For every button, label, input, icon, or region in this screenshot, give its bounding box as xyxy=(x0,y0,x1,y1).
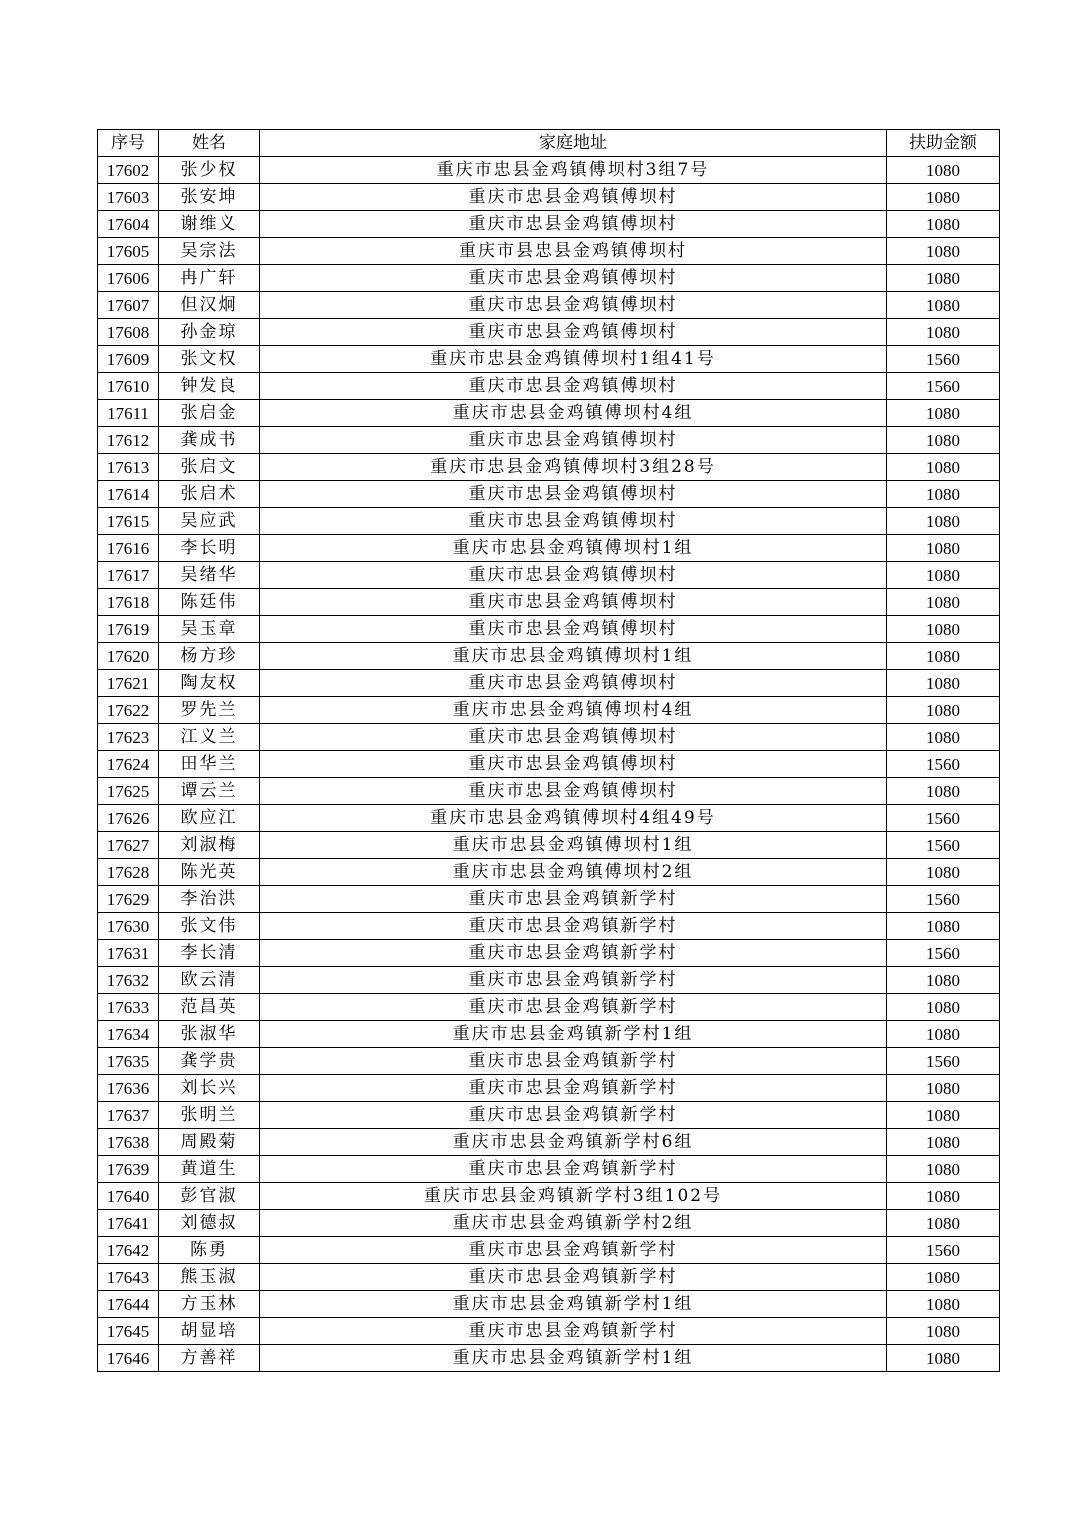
cell-address: 重庆市忠县金鸡镇傅坝村 xyxy=(260,211,887,238)
cell-seq: 17605 xyxy=(98,238,159,265)
cell-amount: 1080 xyxy=(887,211,1000,238)
cell-seq: 17626 xyxy=(98,805,159,832)
table-row xyxy=(98,184,1000,211)
cell-seq: 17606 xyxy=(98,265,159,292)
table-row xyxy=(98,1318,1000,1345)
cell-seq: 17644 xyxy=(98,1291,159,1318)
cell-address: 重庆市忠县金鸡镇傅坝村2组 xyxy=(260,859,887,886)
cell-address: 重庆市忠县金鸡镇傅坝村4组 xyxy=(260,400,887,427)
cell-address: 重庆市忠县金鸡镇新学村 xyxy=(260,1318,887,1345)
cell-name: 陶友权 xyxy=(159,670,260,697)
cell-amount: 1080 xyxy=(887,1210,1000,1237)
cell-name: 陈光英 xyxy=(159,859,260,886)
table-row xyxy=(98,1129,1000,1156)
cell-name: 李长清 xyxy=(159,940,260,967)
cell-seq: 17643 xyxy=(98,1264,159,1291)
cell-seq: 17620 xyxy=(98,643,159,670)
table-row xyxy=(98,508,1000,535)
table-row xyxy=(98,805,1000,832)
cell-name: 杨方珍 xyxy=(159,643,260,670)
cell-name: 方善祥 xyxy=(159,1345,260,1372)
cell-seq: 17622 xyxy=(98,697,159,724)
roster-table xyxy=(97,129,1000,1372)
header-address: 家庭地址 xyxy=(260,130,887,157)
cell-seq: 17625 xyxy=(98,778,159,805)
table-row xyxy=(98,1291,1000,1318)
cell-seq: 17623 xyxy=(98,724,159,751)
cell-address: 重庆市忠县金鸡镇傅坝村1组 xyxy=(260,832,887,859)
cell-address: 重庆市忠县金鸡镇新学村 xyxy=(260,994,887,1021)
cell-address: 重庆市忠县金鸡镇傅坝村 xyxy=(260,481,887,508)
table-row xyxy=(98,1156,1000,1183)
cell-address: 重庆市忠县金鸡镇傅坝村 xyxy=(260,670,887,697)
cell-seq: 17628 xyxy=(98,859,159,886)
cell-address: 重庆市县忠县金鸡镇傅坝村 xyxy=(260,238,887,265)
cell-amount: 1080 xyxy=(887,508,1000,535)
cell-amount: 1080 xyxy=(887,589,1000,616)
table-row xyxy=(98,589,1000,616)
table-row xyxy=(98,1264,1000,1291)
table-row xyxy=(98,346,1000,373)
cell-address: 重庆市忠县金鸡镇傅坝村 xyxy=(260,427,887,454)
cell-amount: 1080 xyxy=(887,1156,1000,1183)
cell-amount: 1560 xyxy=(887,751,1000,778)
header-name: 姓名 xyxy=(159,130,260,157)
cell-seq: 17627 xyxy=(98,832,159,859)
cell-address: 重庆市忠县金鸡镇新学村 xyxy=(260,1048,887,1075)
cell-amount: 1080 xyxy=(887,1291,1000,1318)
cell-seq: 17642 xyxy=(98,1237,159,1264)
cell-seq: 17604 xyxy=(98,211,159,238)
table-row xyxy=(98,832,1000,859)
cell-amount: 1560 xyxy=(887,1237,1000,1264)
cell-address: 重庆市忠县金鸡镇新学村 xyxy=(260,940,887,967)
table-row xyxy=(98,643,1000,670)
cell-amount: 1080 xyxy=(887,1318,1000,1345)
cell-amount: 1080 xyxy=(887,427,1000,454)
cell-seq: 17629 xyxy=(98,886,159,913)
table-row xyxy=(98,616,1000,643)
cell-seq: 17615 xyxy=(98,508,159,535)
cell-seq: 17640 xyxy=(98,1183,159,1210)
cell-amount: 1080 xyxy=(887,400,1000,427)
roster-sheet xyxy=(97,129,999,1372)
cell-seq: 17612 xyxy=(98,427,159,454)
cell-seq: 17631 xyxy=(98,940,159,967)
cell-name: 但汉炯 xyxy=(159,292,260,319)
cell-seq: 17636 xyxy=(98,1075,159,1102)
cell-amount: 1080 xyxy=(887,643,1000,670)
cell-amount: 1080 xyxy=(887,697,1000,724)
cell-address: 重庆市忠县金鸡镇傅坝村4组49号 xyxy=(260,805,887,832)
table-row xyxy=(98,751,1000,778)
cell-amount: 1080 xyxy=(887,1183,1000,1210)
table-row xyxy=(98,1021,1000,1048)
cell-name: 张文权 xyxy=(159,346,260,373)
table-row xyxy=(98,1102,1000,1129)
cell-seq: 17641 xyxy=(98,1210,159,1237)
cell-name: 刘淑梅 xyxy=(159,832,260,859)
cell-amount: 1560 xyxy=(887,1048,1000,1075)
table-row xyxy=(98,157,1000,184)
cell-seq: 17618 xyxy=(98,589,159,616)
cell-address: 重庆市忠县金鸡镇新学村 xyxy=(260,1264,887,1291)
cell-name: 熊玉淑 xyxy=(159,1264,260,1291)
cell-amount: 1080 xyxy=(887,535,1000,562)
cell-seq: 17632 xyxy=(98,967,159,994)
cell-amount: 1080 xyxy=(887,994,1000,1021)
cell-address: 重庆市忠县金鸡镇傅坝村 xyxy=(260,319,887,346)
table-row xyxy=(98,724,1000,751)
cell-name: 罗先兰 xyxy=(159,697,260,724)
table-row xyxy=(98,1345,1000,1372)
cell-name: 欧应江 xyxy=(159,805,260,832)
cell-address: 重庆市忠县金鸡镇傅坝村 xyxy=(260,373,887,400)
cell-name: 吴应武 xyxy=(159,508,260,535)
cell-amount: 1560 xyxy=(887,940,1000,967)
cell-amount: 1080 xyxy=(887,184,1000,211)
table-row xyxy=(98,319,1000,346)
cell-address: 重庆市忠县金鸡镇新学村 xyxy=(260,886,887,913)
cell-amount: 1080 xyxy=(887,1129,1000,1156)
table-row xyxy=(98,481,1000,508)
cell-name: 孙金琼 xyxy=(159,319,260,346)
table-row xyxy=(98,670,1000,697)
cell-amount: 1560 xyxy=(887,373,1000,400)
cell-address: 重庆市忠县金鸡镇新学村1组 xyxy=(260,1291,887,1318)
cell-address: 重庆市忠县金鸡镇傅坝村1组 xyxy=(260,535,887,562)
cell-amount: 1080 xyxy=(887,616,1000,643)
cell-name: 张明兰 xyxy=(159,1102,260,1129)
cell-name: 刘德叔 xyxy=(159,1210,260,1237)
cell-amount: 1560 xyxy=(887,832,1000,859)
cell-address: 重庆市忠县金鸡镇新学村 xyxy=(260,1075,887,1102)
cell-name: 彭官淑 xyxy=(159,1183,260,1210)
roster-body xyxy=(98,157,1000,1372)
cell-address: 重庆市忠县金鸡镇新学村6组 xyxy=(260,1129,887,1156)
cell-seq: 17635 xyxy=(98,1048,159,1075)
cell-seq: 17603 xyxy=(98,184,159,211)
cell-name: 胡显培 xyxy=(159,1318,260,1345)
cell-amount: 1080 xyxy=(887,724,1000,751)
cell-seq: 17633 xyxy=(98,994,159,1021)
cell-amount: 1080 xyxy=(887,1075,1000,1102)
cell-address: 重庆市忠县金鸡镇傅坝村3组7号 xyxy=(260,157,887,184)
cell-amount: 1080 xyxy=(887,238,1000,265)
cell-seq: 17610 xyxy=(98,373,159,400)
cell-address: 重庆市忠县金鸡镇傅坝村4组 xyxy=(260,697,887,724)
cell-name: 陈廷伟 xyxy=(159,589,260,616)
cell-address: 重庆市忠县金鸡镇新学村 xyxy=(260,1156,887,1183)
cell-address: 重庆市忠县金鸡镇傅坝村 xyxy=(260,724,887,751)
cell-name: 张启文 xyxy=(159,454,260,481)
cell-name: 欧云清 xyxy=(159,967,260,994)
cell-name: 范昌英 xyxy=(159,994,260,1021)
cell-address: 重庆市忠县金鸡镇新学村2组 xyxy=(260,1210,887,1237)
cell-amount: 1080 xyxy=(887,319,1000,346)
cell-seq: 17621 xyxy=(98,670,159,697)
cell-name: 钟发良 xyxy=(159,373,260,400)
cell-amount: 1560 xyxy=(887,346,1000,373)
cell-seq: 17613 xyxy=(98,454,159,481)
table-row xyxy=(98,238,1000,265)
table-row xyxy=(98,265,1000,292)
cell-name: 李长明 xyxy=(159,535,260,562)
cell-address: 重庆市忠县金鸡镇新学村 xyxy=(260,1102,887,1129)
table-row xyxy=(98,886,1000,913)
table-row xyxy=(98,535,1000,562)
cell-seq: 17619 xyxy=(98,616,159,643)
cell-amount: 1080 xyxy=(887,1264,1000,1291)
cell-address: 重庆市忠县金鸡镇傅坝村 xyxy=(260,589,887,616)
cell-seq: 17637 xyxy=(98,1102,159,1129)
table-row xyxy=(98,427,1000,454)
table-row xyxy=(98,454,1000,481)
cell-amount: 1560 xyxy=(887,805,1000,832)
cell-address: 重庆市忠县金鸡镇傅坝村 xyxy=(260,778,887,805)
cell-name: 田华兰 xyxy=(159,751,260,778)
table-row xyxy=(98,940,1000,967)
table-row xyxy=(98,913,1000,940)
cell-amount: 1080 xyxy=(887,859,1000,886)
cell-amount: 1080 xyxy=(887,967,1000,994)
cell-name: 张文伟 xyxy=(159,913,260,940)
cell-address: 重庆市忠县金鸡镇傅坝村 xyxy=(260,508,887,535)
cell-name: 黄道生 xyxy=(159,1156,260,1183)
table-row xyxy=(98,1075,1000,1102)
table-row xyxy=(98,1237,1000,1264)
cell-address: 重庆市忠县金鸡镇傅坝村 xyxy=(260,265,887,292)
cell-name: 张启金 xyxy=(159,400,260,427)
cell-address: 重庆市忠县金鸡镇新学村1组 xyxy=(260,1021,887,1048)
cell-name: 江义兰 xyxy=(159,724,260,751)
cell-seq: 17609 xyxy=(98,346,159,373)
cell-address: 重庆市忠县金鸡镇新学村1组 xyxy=(260,1345,887,1372)
cell-amount: 1560 xyxy=(887,886,1000,913)
cell-seq: 17614 xyxy=(98,481,159,508)
table-row xyxy=(98,778,1000,805)
cell-amount: 1080 xyxy=(887,481,1000,508)
cell-amount: 1080 xyxy=(887,1021,1000,1048)
cell-amount: 1080 xyxy=(887,1102,1000,1129)
table-row xyxy=(98,373,1000,400)
cell-address: 重庆市忠县金鸡镇傅坝村 xyxy=(260,292,887,319)
table-row xyxy=(98,1183,1000,1210)
cell-address: 重庆市忠县金鸡镇新学村 xyxy=(260,913,887,940)
cell-amount: 1080 xyxy=(887,292,1000,319)
cell-seq: 17645 xyxy=(98,1318,159,1345)
cell-name: 方玉林 xyxy=(159,1291,260,1318)
cell-amount: 1080 xyxy=(887,157,1000,184)
table-row xyxy=(98,994,1000,1021)
cell-name: 李治洪 xyxy=(159,886,260,913)
cell-amount: 1080 xyxy=(887,265,1000,292)
cell-seq: 17608 xyxy=(98,319,159,346)
table-row xyxy=(98,211,1000,238)
cell-seq: 17602 xyxy=(98,157,159,184)
cell-name: 谢维义 xyxy=(159,211,260,238)
cell-seq: 17617 xyxy=(98,562,159,589)
cell-address: 重庆市忠县金鸡镇傅坝村 xyxy=(260,616,887,643)
cell-seq: 17634 xyxy=(98,1021,159,1048)
cell-address: 重庆市忠县金鸡镇新学村 xyxy=(260,1237,887,1264)
cell-name: 张少权 xyxy=(159,157,260,184)
header-row xyxy=(98,130,1000,157)
header-amount: 扶助金额 xyxy=(887,130,1000,157)
cell-name: 吴宗法 xyxy=(159,238,260,265)
cell-seq: 17611 xyxy=(98,400,159,427)
cell-name: 刘长兴 xyxy=(159,1075,260,1102)
table-row xyxy=(98,292,1000,319)
cell-name: 张淑华 xyxy=(159,1021,260,1048)
table-row xyxy=(98,1048,1000,1075)
table-row xyxy=(98,697,1000,724)
table-row xyxy=(98,859,1000,886)
table-row xyxy=(98,400,1000,427)
cell-amount: 1080 xyxy=(887,913,1000,940)
cell-seq: 17638 xyxy=(98,1129,159,1156)
cell-amount: 1080 xyxy=(887,778,1000,805)
cell-name: 龚成书 xyxy=(159,427,260,454)
cell-address: 重庆市忠县金鸡镇傅坝村 xyxy=(260,751,887,778)
header-seq: 序号 xyxy=(98,130,159,157)
table-row xyxy=(98,967,1000,994)
cell-seq: 17646 xyxy=(98,1345,159,1372)
cell-address: 重庆市忠县金鸡镇傅坝村1组 xyxy=(260,643,887,670)
cell-amount: 1080 xyxy=(887,454,1000,481)
cell-amount: 1080 xyxy=(887,670,1000,697)
cell-name: 陈勇 xyxy=(159,1237,260,1264)
cell-seq: 17624 xyxy=(98,751,159,778)
cell-name: 吴绪华 xyxy=(159,562,260,589)
cell-name: 冉广轩 xyxy=(159,265,260,292)
cell-name: 张启术 xyxy=(159,481,260,508)
cell-name: 张安坤 xyxy=(159,184,260,211)
cell-seq: 17639 xyxy=(98,1156,159,1183)
cell-name: 谭云兰 xyxy=(159,778,260,805)
table-row xyxy=(98,562,1000,589)
cell-seq: 17607 xyxy=(98,292,159,319)
cell-seq: 17616 xyxy=(98,535,159,562)
cell-name: 龚学贵 xyxy=(159,1048,260,1075)
cell-name: 周殿菊 xyxy=(159,1129,260,1156)
cell-amount: 1080 xyxy=(887,562,1000,589)
cell-seq: 17630 xyxy=(98,913,159,940)
cell-address: 重庆市忠县金鸡镇傅坝村 xyxy=(260,184,887,211)
cell-address: 重庆市忠县金鸡镇新学村 xyxy=(260,967,887,994)
cell-name: 吴玉章 xyxy=(159,616,260,643)
cell-address: 重庆市忠县金鸡镇傅坝村 xyxy=(260,562,887,589)
cell-address: 重庆市忠县金鸡镇新学村3组102号 xyxy=(260,1183,887,1210)
cell-amount: 1080 xyxy=(887,1345,1000,1372)
cell-address: 重庆市忠县金鸡镇傅坝村3组28号 xyxy=(260,454,887,481)
table-row xyxy=(98,1210,1000,1237)
cell-address: 重庆市忠县金鸡镇傅坝村1组41号 xyxy=(260,346,887,373)
